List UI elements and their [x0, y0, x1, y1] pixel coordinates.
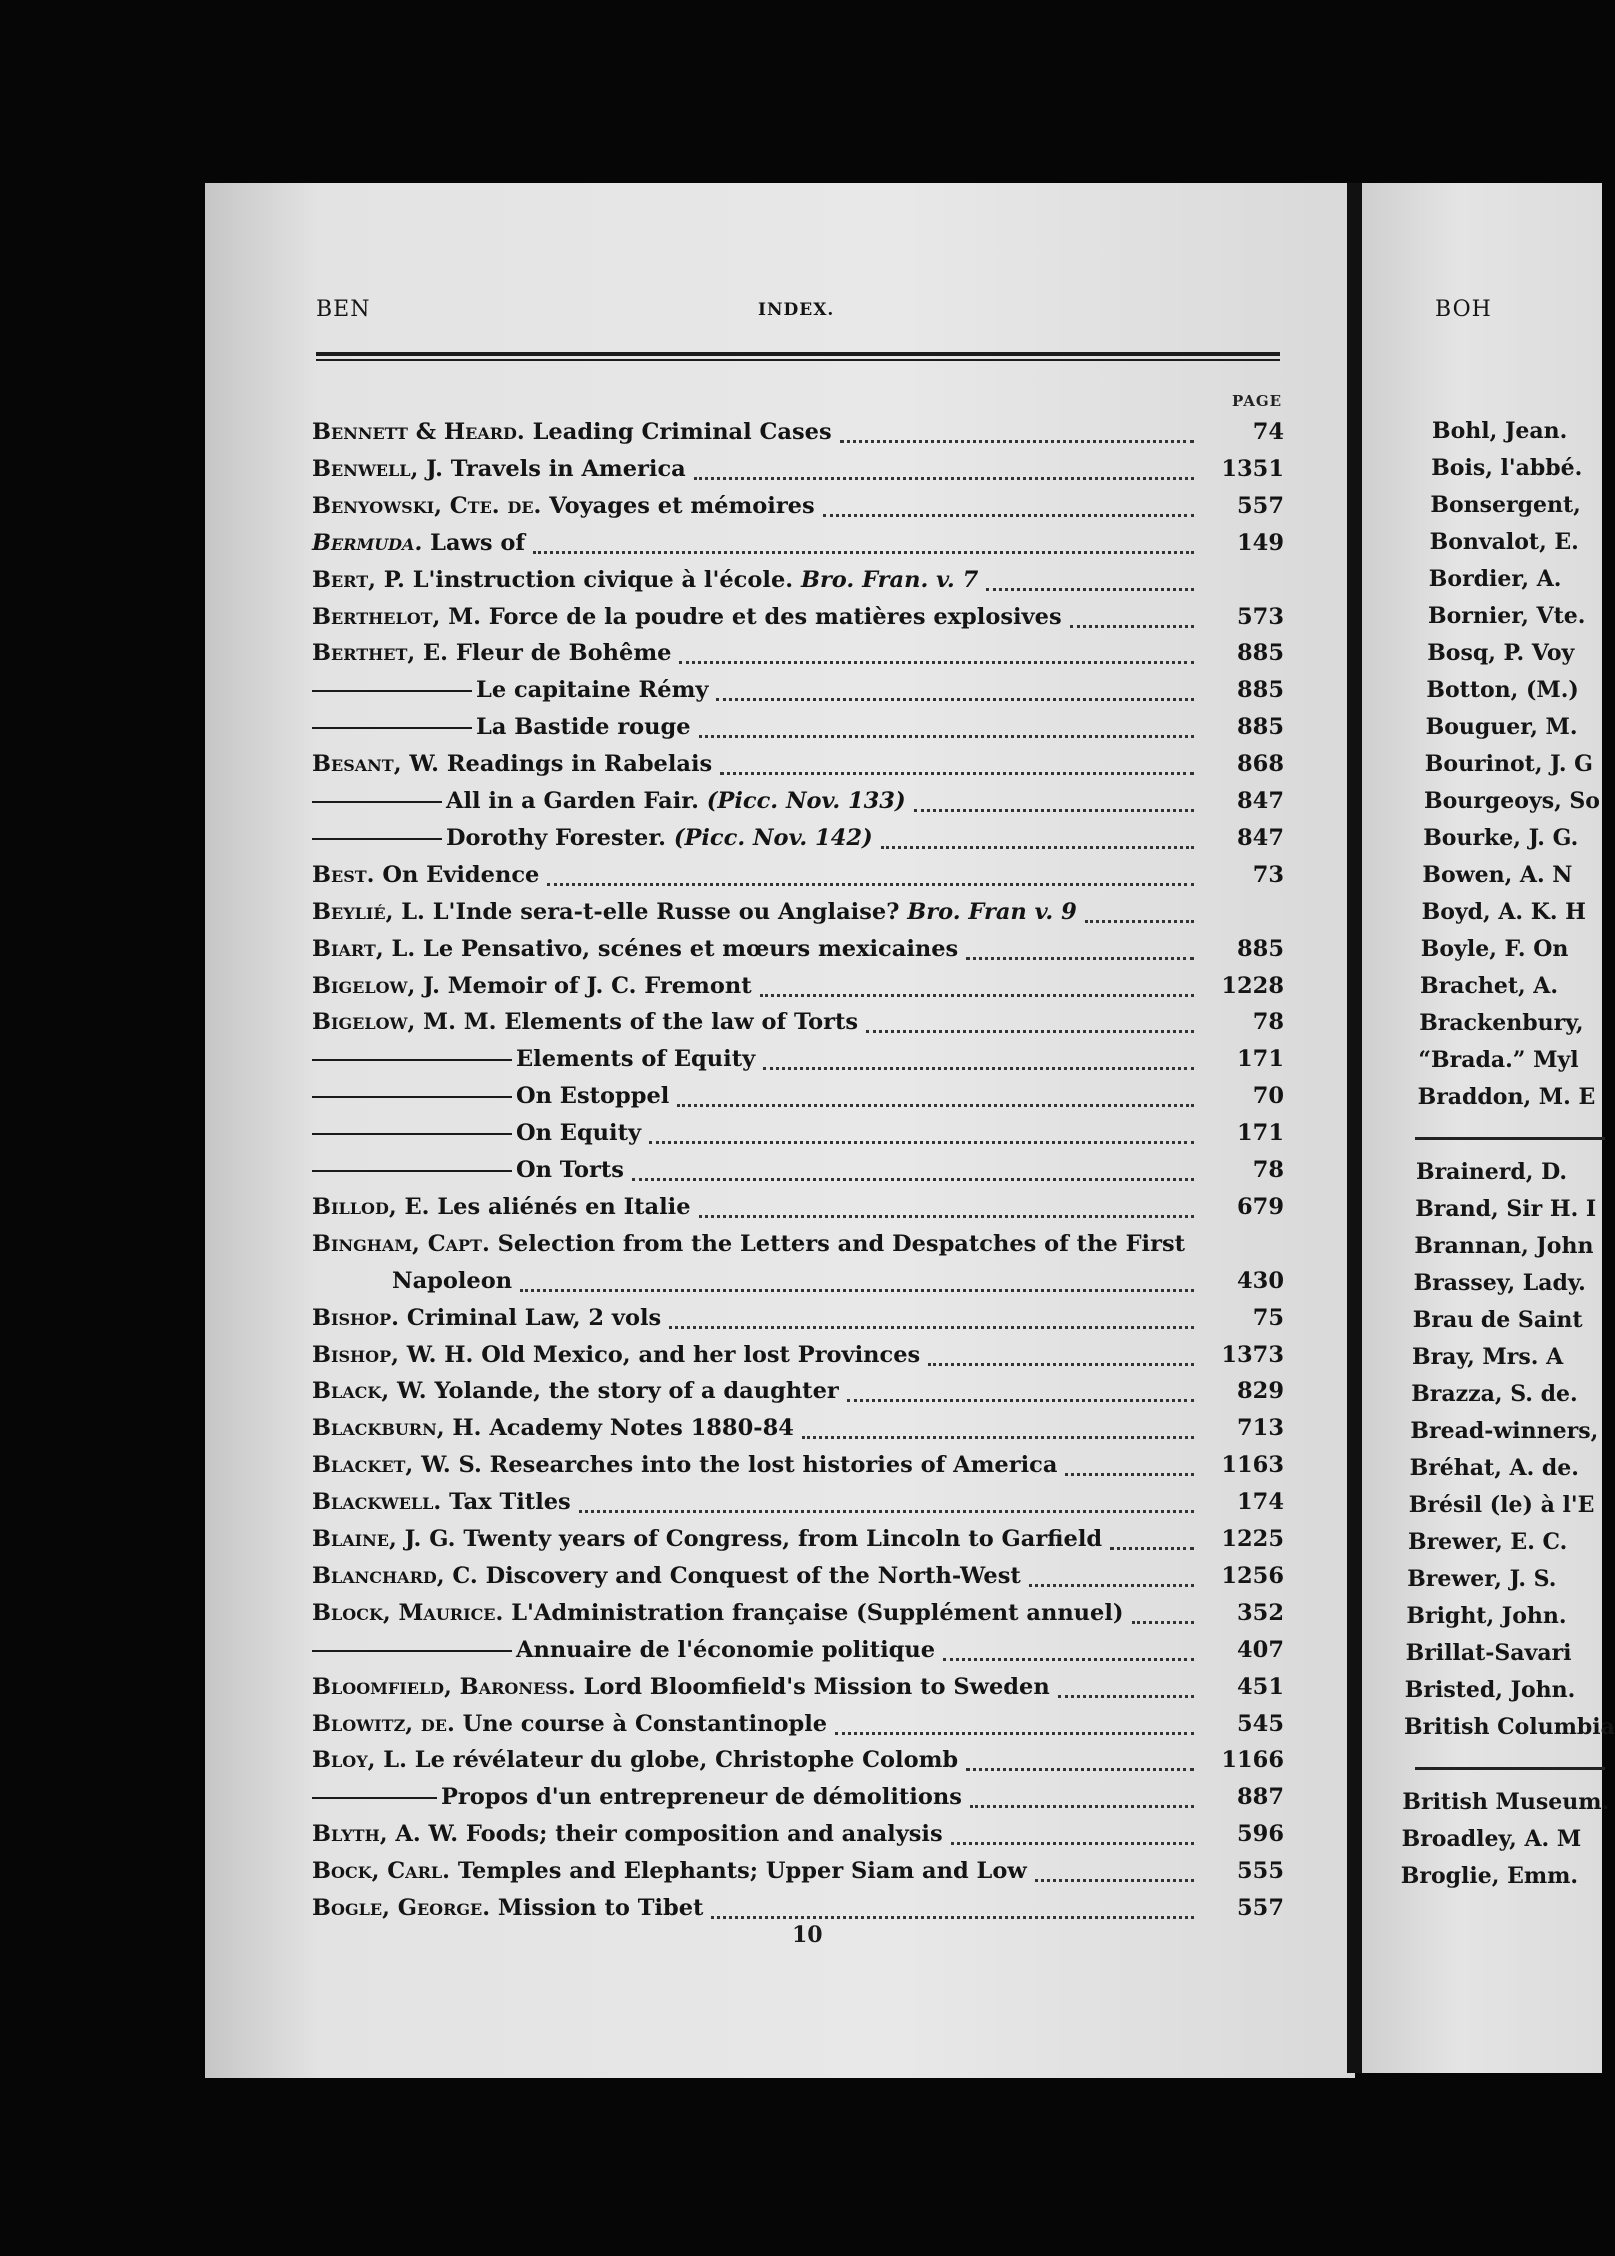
entry-title: L'Inde sera-t-elle Russe ou Anglaise?: [432, 898, 900, 925]
entry-author: Bloomfield, Baroness.: [312, 1673, 576, 1700]
entry-page-number: 679: [1237, 1193, 1284, 1220]
right-index-entry: Boyd, A. K. H: [1421, 899, 1586, 925]
entry-title: Travels in America: [450, 455, 686, 482]
right-index-entry: Brachet, A.: [1420, 973, 1559, 999]
entry-page-number: 557: [1237, 1895, 1284, 1921]
entry-title: Laws of: [430, 529, 526, 556]
dot-leader: [711, 1916, 1194, 1919]
index-entry: [312, 1526, 1284, 1562]
right-index-entry: Brewer, J. S.: [1407, 1566, 1557, 1592]
entry-page-number: 1351: [1221, 455, 1284, 482]
dot-leader: [520, 1289, 1194, 1292]
right-index-entry: Bourke, J. G.: [1423, 825, 1579, 851]
entry-page-number: 171: [1237, 1046, 1284, 1073]
right-index-entry: British Columbia: [1404, 1714, 1615, 1740]
entry-title: Tax Titles: [449, 1489, 571, 1516]
entry-title: Voyages et mémoires: [549, 492, 815, 519]
right-index-entry: Bristed, John.: [1404, 1677, 1576, 1703]
entry-author: Beylié, L.: [312, 898, 425, 925]
entry-text: [312, 1452, 1057, 1478]
right-index-entry: Braddon, M. E: [1417, 1084, 1596, 1110]
dot-leader: [966, 957, 1194, 960]
dot-leader: [1058, 1695, 1194, 1698]
dot-leader: [1070, 625, 1194, 628]
entry-author: Bennett & Heard.: [312, 419, 525, 445]
index-entry: [312, 1415, 1284, 1451]
dot-leader: [694, 477, 1194, 480]
entry-title: Elements of the law of Torts: [504, 1009, 859, 1036]
entry-text: [312, 419, 832, 445]
entry-page-number: 829: [1237, 1378, 1284, 1405]
entry-author: Bogle, George.: [312, 1895, 491, 1921]
entry-page-number: 885: [1237, 935, 1284, 962]
dot-leader: [649, 1141, 1194, 1144]
entry-page-number: 78: [1252, 1009, 1284, 1036]
entry-text: [312, 1083, 669, 1109]
dot-leader: [699, 735, 1194, 738]
index-entry: [312, 1563, 1284, 1599]
dot-leader: [835, 1732, 1194, 1735]
right-index-entry: Brau de Saint: [1412, 1307, 1583, 1333]
index-entry: [312, 1600, 1284, 1636]
entry-page-number: 885: [1237, 640, 1284, 667]
dot-leader: [928, 1363, 1194, 1366]
index-entry: [312, 1046, 1284, 1082]
entry-author: Bock, Carl.: [312, 1858, 450, 1885]
index-entry: [312, 567, 1284, 603]
entry-author: Berthet, E.: [312, 640, 449, 667]
entry-text: [312, 1342, 920, 1368]
dot-leader: [802, 1436, 1194, 1439]
entry-title: La Bastide rouge: [476, 714, 691, 741]
entry-author: Bigelow, J.: [312, 972, 440, 999]
dot-leader: [1132, 1621, 1194, 1624]
ditto-dash: [312, 1096, 512, 1098]
index-entry: [312, 1120, 1284, 1156]
ditto-dash: [312, 801, 442, 803]
right-index-entry: Brand, Sir H. I: [1415, 1196, 1597, 1222]
entry-page-number: 174: [1237, 1489, 1284, 1516]
right-index-entry: Bosq, P. Voy: [1427, 640, 1575, 666]
entry-text: [312, 1120, 641, 1146]
index-entry: [312, 1009, 1284, 1045]
right-index-entry: Brackenbury,: [1419, 1010, 1584, 1036]
entry-page-number: 596: [1237, 1821, 1284, 1848]
dot-leader: [840, 440, 1194, 443]
entry-page-number: 1373: [1221, 1341, 1284, 1368]
book-gutter: [1347, 183, 1363, 2073]
right-index-entry: “Brada.” Myl: [1418, 1047, 1579, 1073]
entry-title: Propos d'un entrepreneur de démolitions: [441, 1784, 962, 1811]
ditto-dash: [312, 690, 472, 692]
entry-title: Annuaire de l'économie politique: [516, 1636, 936, 1663]
entry-title: Mission to Tibet: [497, 1895, 704, 1921]
index-entry: [312, 1157, 1284, 1193]
entry-title: Le Pensativo, scénes et mœurs mexicaines: [423, 935, 959, 962]
entry-text: [312, 825, 873, 851]
entry-page-number: 885: [1237, 677, 1284, 704]
entry-author: Blanchard, C.: [312, 1562, 478, 1589]
entry-author: Berthelot, M.: [312, 603, 481, 630]
entry-page-number: 847: [1237, 824, 1284, 851]
dot-leader: [951, 1842, 1194, 1845]
entry-page-number: 407: [1237, 1636, 1284, 1663]
dot-leader: [866, 1030, 1194, 1033]
entry-note: (Picc. Nov. 133): [706, 788, 906, 814]
entry-title: On Evidence: [382, 861, 540, 888]
entry-author: Bloy, L.: [312, 1747, 407, 1774]
entry-author: Best.: [312, 861, 375, 888]
entry-text: [312, 1784, 962, 1810]
section-rule: [1415, 1137, 1605, 1140]
index-entry: [312, 1784, 1284, 1820]
dot-leader: [986, 588, 1194, 591]
right-index-entry: Brannan, John: [1414, 1233, 1594, 1259]
entry-author: Blaine, J. G.: [312, 1526, 456, 1552]
index-entry: [312, 456, 1284, 492]
dot-leader: [720, 772, 1194, 775]
index-entry: [312, 899, 1284, 935]
right-index-entry: Brazza, S. de.: [1411, 1381, 1578, 1407]
right-index-entry: Botton, (M.): [1426, 677, 1579, 703]
entry-page-number: 1256: [1221, 1562, 1284, 1589]
entry-author: Biart, L.: [312, 935, 416, 962]
index-entry: [312, 1637, 1284, 1673]
entry-author: Bishop, W. H.: [312, 1341, 474, 1368]
entry-page-number: 1225: [1221, 1526, 1284, 1552]
dot-leader: [1029, 1584, 1194, 1587]
entry-title: Twenty years of Congress, from Lincoln to Garfield: [463, 1526, 1103, 1552]
entry-text: [312, 1747, 958, 1773]
right-index-entry: Bonsergent,: [1430, 492, 1581, 518]
index-entry: [312, 862, 1284, 898]
entry-note: (Picc. Nov. 142): [673, 824, 873, 851]
index-entry: [312, 788, 1284, 824]
entry-note: Bro. Fran. v. 7: [800, 566, 979, 593]
ditto-dash: [312, 727, 472, 729]
dot-leader: [677, 1104, 1194, 1107]
index-entry: [312, 640, 1284, 676]
index-entry: [312, 1674, 1284, 1710]
right-index-entry: Bohl, Jean.: [1432, 418, 1568, 444]
dot-leader: [970, 1805, 1194, 1808]
index-entry: [312, 1342, 1284, 1378]
entry-text: [312, 1009, 858, 1035]
entry-page-number: 70: [1252, 1083, 1284, 1110]
entry-title: Old Mexico, and her lost Provinces: [481, 1341, 921, 1368]
entry-page-number: 573: [1237, 603, 1284, 630]
entry-text: [312, 1711, 827, 1737]
ditto-dash: [312, 838, 442, 840]
entry-text: [312, 899, 1077, 925]
dot-leader: [669, 1326, 1194, 1329]
entry-title: Foods; their composition and analysis: [465, 1821, 943, 1848]
right-index-entry: Bray, Mrs. A: [1412, 1344, 1564, 1370]
entry-text: [312, 714, 691, 740]
entry-page-number: 1166: [1221, 1747, 1284, 1774]
entry-title: L'instruction civique à l'école.: [412, 566, 794, 593]
entry-text: [312, 751, 712, 777]
dot-leader: [966, 1768, 1194, 1771]
entry-title: Researches into the lost histories of America: [489, 1452, 1058, 1479]
index-entry: [312, 825, 1284, 861]
right-index-entry: Broglie, Emm.: [1400, 1863, 1579, 1889]
entry-author: Blowitz, de.: [312, 1710, 455, 1737]
right-index-entry: Bouguer, M.: [1425, 714, 1578, 740]
entry-author: Blackburn, H.: [312, 1415, 482, 1442]
right-index-entry: Brainerd, D.: [1416, 1159, 1568, 1185]
entry-title: On Estoppel: [516, 1083, 670, 1110]
ditto-dash: [312, 1059, 512, 1061]
entry-title: Napoleon: [392, 1267, 513, 1294]
right-index-entry: Bowen, A. N: [1422, 862, 1573, 888]
entry-note: Bro. Fran v. 9: [907, 898, 1077, 925]
entry-title: On Torts: [516, 1157, 624, 1183]
entry-author: Bermuda.: [312, 529, 423, 556]
entry-page-number: 545: [1237, 1710, 1284, 1737]
index-entry: [312, 1858, 1284, 1894]
entry-text: [312, 1046, 755, 1072]
right-index-entry: Boyle, F. On: [1420, 936, 1569, 962]
right-index-entry: Bois, l'abbé.: [1431, 455, 1583, 481]
entry-page-number: 887: [1237, 1784, 1284, 1811]
right-index-entry: Brésil (le) à l'E: [1408, 1492, 1595, 1518]
index-entry: [312, 1268, 1284, 1304]
index-entry: [312, 604, 1284, 640]
dot-leader: [823, 514, 1194, 517]
running-head-right: BOH: [1435, 297, 1492, 322]
dot-leader: [760, 994, 1194, 997]
entry-text: [312, 1895, 703, 1921]
entry-page-number: 885: [1237, 714, 1284, 741]
right-index-entry: Bornier, Vte.: [1428, 603, 1586, 629]
ditto-dash: [312, 1133, 512, 1135]
entry-text: [312, 1526, 1102, 1552]
entry-author: Bingham, Capt.: [312, 1230, 490, 1257]
entry-text: [312, 1600, 1124, 1626]
entry-title: Academy Notes 1880-84: [489, 1415, 794, 1442]
entry-text: [312, 1231, 1185, 1257]
right-index-entry: Bread-winners,: [1410, 1418, 1599, 1444]
running-head-left: BEN: [316, 297, 371, 322]
entry-text: [312, 788, 906, 814]
entry-text: [392, 1268, 512, 1294]
entry-title: Readings in Rabelais: [446, 751, 713, 778]
entry-author: Blacket, W. S.: [312, 1452, 482, 1479]
right-index-entry: British Museum.: [1402, 1789, 1610, 1815]
index-entry: [312, 1747, 1284, 1783]
entry-page-number: 352: [1237, 1599, 1284, 1626]
entry-title: Force de la poudre et des matières explosives: [488, 603, 1062, 630]
index-entry: [312, 1194, 1284, 1230]
entry-author: Benyowski, Cte. de.: [312, 492, 542, 519]
entry-text: [312, 1637, 935, 1663]
index-entry: [312, 1231, 1284, 1267]
dot-leader: [1065, 1473, 1194, 1476]
dot-leader: [847, 1399, 1194, 1402]
right-index-entry: Bourgeoys, So: [1424, 788, 1600, 814]
entry-text: [312, 1821, 943, 1847]
entry-text: [312, 1858, 1027, 1884]
header-rule: [316, 352, 1280, 356]
entry-page-number: 74: [1252, 419, 1284, 445]
index-entry: [312, 493, 1284, 529]
index-entry: [312, 714, 1284, 750]
entry-author: Benwell, J.: [312, 455, 443, 482]
entry-text: [312, 936, 958, 962]
entry-title: Les aliénés en Italie: [437, 1193, 691, 1220]
entry-title: Leading Criminal Cases: [532, 419, 832, 445]
entry-page-number: 555: [1237, 1858, 1284, 1885]
entry-text: [312, 1674, 1050, 1700]
dot-leader: [716, 698, 1194, 701]
index-entry: [312, 1821, 1284, 1857]
entry-text: [312, 1415, 794, 1441]
entry-title: Le révélateur du globe, Christophe Colomb: [414, 1747, 959, 1774]
header-rule-thin: [316, 359, 1280, 361]
index-entry: [312, 1305, 1284, 1341]
entry-title: Lord Bloomfield's Mission to Sweden: [583, 1673, 1050, 1700]
dot-leader: [699, 1215, 1194, 1218]
entry-page-number: 75: [1252, 1304, 1284, 1331]
entry-text: [312, 567, 978, 593]
dot-leader: [914, 809, 1194, 812]
dot-leader: [1035, 1879, 1194, 1882]
entry-title: Selection from the Letters and Despatches of the First: [497, 1230, 1186, 1257]
ditto-dash: [312, 1170, 512, 1172]
entry-text: [312, 1157, 624, 1183]
entry-author: Bishop.: [312, 1304, 399, 1331]
entry-page-number: 1163: [1221, 1452, 1284, 1479]
entry-page-number: 557: [1237, 492, 1284, 519]
entry-page-number: 868: [1237, 751, 1284, 778]
ditto-dash: [312, 1650, 512, 1652]
entry-page-number: 149: [1237, 529, 1284, 556]
right-index-entry: Bordier, A.: [1428, 566, 1562, 592]
entry-title: Discovery and Conquest of the North-West: [485, 1562, 1021, 1589]
right-index-entry: Broadley, A. M: [1401, 1826, 1582, 1852]
entry-text: [312, 604, 1062, 630]
entry-text: [312, 640, 671, 666]
index-entry: [312, 973, 1284, 1009]
dot-leader: [943, 1658, 1194, 1661]
right-index-entry: Brassey, Lady.: [1413, 1270, 1586, 1296]
entry-title: All in a Garden Fair.: [446, 788, 699, 814]
dot-leader: [679, 661, 1194, 664]
index-entry: [312, 1452, 1284, 1488]
entry-author: Blyth, A. W.: [312, 1821, 459, 1848]
entry-text: [312, 530, 525, 556]
entry-page-number: 430: [1237, 1267, 1284, 1294]
index-entry: [312, 530, 1284, 566]
index-entry: [312, 419, 1284, 455]
index-entry: [312, 1489, 1284, 1525]
entry-page-number: 451: [1237, 1673, 1284, 1700]
ditto-dash: [312, 1797, 437, 1799]
right-index-entry: Bright, John.: [1406, 1603, 1567, 1629]
entry-page-number: 78: [1252, 1157, 1284, 1183]
entry-author: Bert, P.: [312, 566, 405, 593]
section-rule: [1415, 1767, 1605, 1770]
entry-text: [312, 1489, 571, 1515]
entry-text: [312, 1194, 691, 1220]
dot-leader: [533, 551, 1194, 554]
entry-author: Billod, E.: [312, 1193, 430, 1220]
dot-leader: [1085, 920, 1194, 923]
index-entry: [312, 751, 1284, 787]
entry-title: On Equity: [516, 1120, 642, 1147]
page-number: 10: [792, 1922, 823, 1948]
entry-author: Besant, W.: [312, 751, 439, 778]
dot-leader: [881, 846, 1194, 849]
entry-author: Block, Maurice.: [312, 1599, 504, 1626]
entry-title: Fleur de Bohême: [455, 640, 672, 667]
entry-text: [312, 1563, 1021, 1589]
right-index-entry: Brewer, E. C.: [1408, 1529, 1568, 1555]
entry-page-number: 713: [1237, 1415, 1284, 1442]
dot-leader: [632, 1178, 1194, 1181]
entry-text: [312, 973, 752, 999]
entry-text: [312, 456, 686, 482]
index-entry: [312, 1378, 1284, 1414]
entry-title: Le capitaine Rémy: [476, 677, 709, 704]
entry-title: Dorothy Forester.: [446, 824, 666, 851]
right-index-entry: Bonvalot, E.: [1429, 529, 1579, 555]
entry-page-number: 171: [1237, 1120, 1284, 1147]
dot-leader: [763, 1067, 1194, 1070]
entry-title: Temples and Elephants; Upper Siam and Low: [457, 1858, 1027, 1885]
entry-text: [312, 862, 539, 888]
page-column-label: PAGE: [1232, 392, 1283, 410]
entry-page-number: 73: [1252, 861, 1284, 888]
entry-title: Criminal Law, 2 vols: [406, 1304, 662, 1331]
index-entry: [312, 1711, 1284, 1747]
index-entry: [312, 677, 1284, 713]
right-index-entry: Bréhat, A. de.: [1409, 1455, 1579, 1481]
entry-title: L'Administration française (Supplément annuel): [511, 1599, 1124, 1626]
dot-leader: [579, 1510, 1194, 1513]
entry-author: Bigelow, M. M.: [312, 1009, 497, 1036]
dot-leader: [547, 883, 1194, 886]
entry-text: [312, 493, 815, 519]
index-entry: [312, 1083, 1284, 1119]
entry-text: [312, 677, 708, 703]
entry-title: Yolande, the story of a daughter: [434, 1378, 839, 1405]
right-index-entry: Bourinot, J. G: [1424, 751, 1593, 777]
entry-title: Une course à Constantinople: [462, 1710, 828, 1737]
entry-author: Black, W.: [312, 1378, 427, 1405]
entry-author: Blackwell.: [312, 1489, 442, 1516]
entry-title: Elements of Equity: [516, 1046, 756, 1073]
entry-page-number: 847: [1237, 788, 1284, 814]
index-entry: [312, 936, 1284, 972]
running-head-center: INDEX.: [758, 300, 835, 320]
entry-text: [312, 1378, 839, 1404]
dot-leader: [1110, 1547, 1194, 1550]
right-index-entry: Brillat-Savari: [1405, 1640, 1572, 1666]
entry-title: Memoir of J. C. Fremont: [447, 972, 752, 999]
entry-page-number: 1228: [1221, 972, 1284, 999]
entry-text: [312, 1305, 661, 1331]
